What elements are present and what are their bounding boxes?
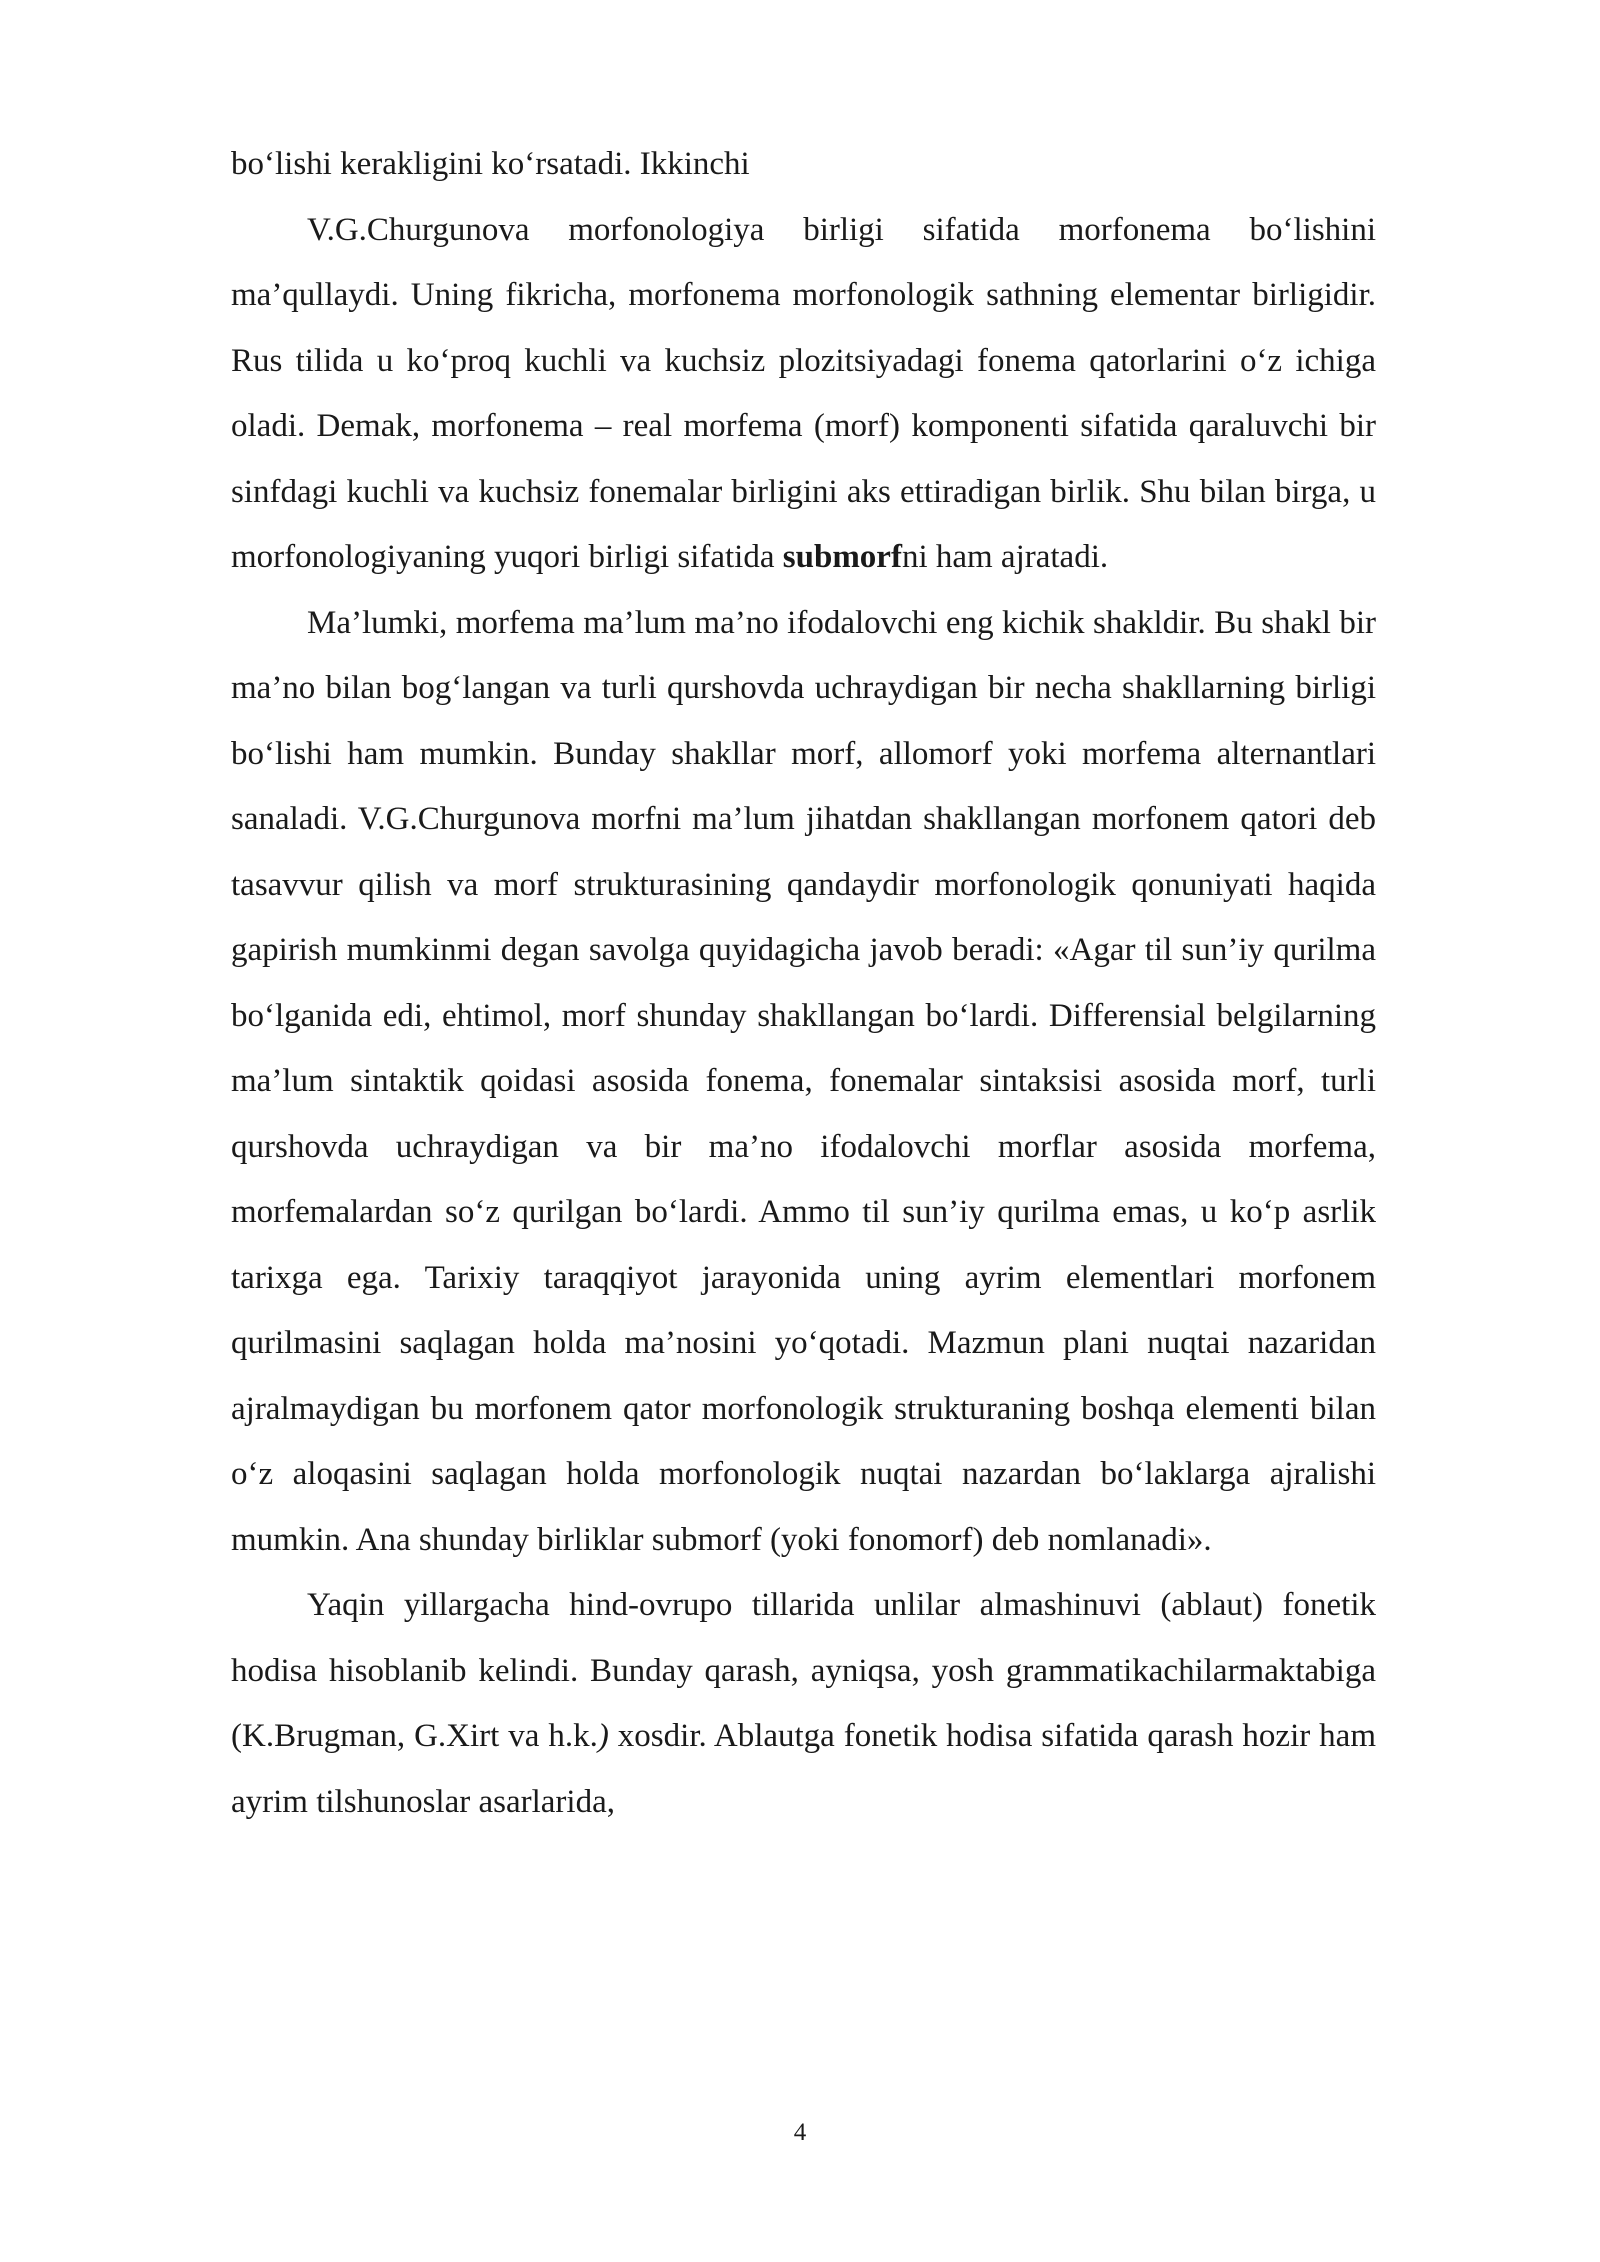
paragraph (231, 591, 1376, 1574)
document-body (231, 132, 1376, 1835)
paragraph (231, 132, 1376, 198)
paragraph (231, 198, 1376, 591)
paragraph (231, 1573, 1376, 1835)
text-run: xosdir. Ablautga fonetik hodisa sifatida qarash hozir ham ayrim tilshunoslar asarlarida, (231, 1718, 1376, 1820)
text-run: Ma’lumki, morfema ma’lum ma’no ifodalovchi eng kichik shakldir. Bu shakl bir ma’no bilan bog‘langan va turli qurshovda uchraydigan bir necha shakllarning birligi bo‘lishi ham mumkin. Bunday shakllar morf, allomorf yoki morfema alternantlari sanaladi. V.G.Churgunova morfni ma’lum jihatdan shakllangan morfonem qatori deb tasavvur qilish va morf strukturasining qandaydir morfonologik qonuniyati haqida gapirish mumkinmi degan savolga quyidagicha javob beradi: «Agar til sun’iy qurilma bo‘lganida edi, ehtimol, morf shunday shakllangan bo‘lardi. Differensial belgilarning ma’lum sintaktik qoidasi asosida fonema, fonemalar sintaksisi asosida morf, turli qurshovda uchraydigan va bir ma’no ifodalovchi morflar asosida morfema, morfemalardan so‘z qurilgan bo‘lardi. Ammo til sun’iy qurilma emas, u ko‘p asrlik tarixga ega. Tarixiy taraqqiyot jarayonida uning ayrim elementlari morfonem qurilmasini saqlagan holda ma’nosini yo‘qotadi. Mazmun plani nuqtai nazaridan ajralmaydigan bu morfonem qator morfonologik strukturaning boshqa elementi bilan o‘z aloqasini saqlagan holda morfonologik nuqtai nazardan bo‘laklarga ajralishi mumkin. Ana shunday birliklar submorf (yoki fonomorf) deb nomlanadi». (231, 604, 1376, 1558)
text-run: bo‘lishi kerakligini ko‘rsatadi. Ikkinchi (231, 146, 750, 182)
bold-term: submorf (782, 539, 902, 575)
text-run: Yaqin yillargacha hind-ovrupo tillarida unlilar almashinuvi (ablaut) fonetik hodisa hisoblanib kelindi. Bunday qarash, ayniqsa, yosh grammatikachilarmaktabiga (K.Brugman, G.Xirt va h.k. (231, 1587, 1376, 1754)
italic-text: ) (597, 1718, 609, 1754)
text-run: V.G.Churgunova morfonologiya birligi sifatida morfonema bo‘lishini ma’qullaydi. Uning fikricha, morfonema morfonologik sathning elementar birligidir. Rus tilida u ko‘proq kuchli va kuchsiz plozitsiyadagi fonema qatorlarini o‘z ichiga oladi. Demak, morfonema – real morfema (morf) komponenti sifatida qaraluvchi bir sinfdagi kuchli va kuchsiz fonemalar birligini aks ettiradigan birlik. Shu bilan birga, u morfonologiyaning yuqori birligi sifatida (231, 211, 1376, 575)
text-run: ni ham ajratadi. (901, 539, 1109, 575)
page-number: 4 (793, 2119, 807, 2146)
